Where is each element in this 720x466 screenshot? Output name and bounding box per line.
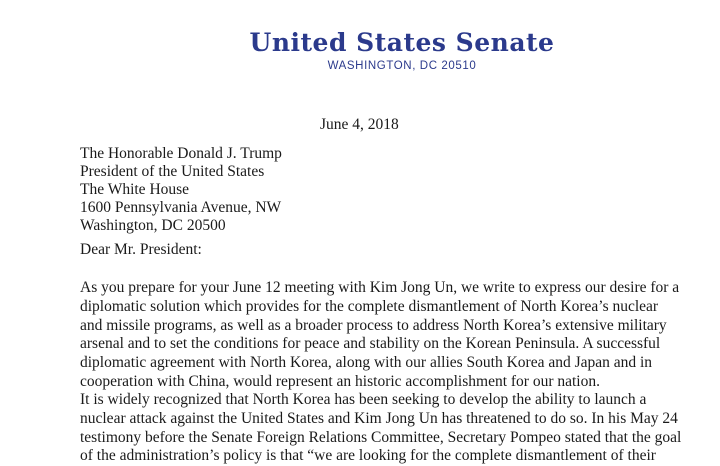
addressee-block (80, 145, 282, 235)
paragraph-line: diplomatic solution which provides for the complete dismantlement of North Korea’s nuclear (80, 297, 659, 315)
body-paragraph (80, 391, 680, 466)
addressee-line: President of the United States (80, 163, 265, 180)
paragraph-line: and missile programs, as well as a broader process to address North Korea’s extensive military (80, 316, 667, 334)
addressee-line: 1600 Pennsylvania Avenue, NW (80, 199, 282, 216)
paragraph-line: It is widely recognized that North Korea has been seeking to develop the ability to launch a (80, 391, 647, 408)
addressee-line: The White House (80, 181, 190, 198)
addressee-line: The Honorable Donald J. Trump (80, 145, 282, 162)
paragraph-line: nuclear attack against the United States and Kim Jong Un has threatened to do so. In his May 24 (80, 409, 678, 427)
paragraph-line: testimony before the Senate Foreign Relations Committee, Secretary Pompeo stated that the goal (80, 428, 682, 446)
paragraph-line: diplomatic agreement with North Korea, along with our allies South Korea and Japan and in (80, 354, 653, 372)
letterhead-title: United States Senate (249, 28, 555, 57)
paragraph-line: As you prepare for your June 12 meeting with Kim Jong Un, we write to express our desire for a (80, 279, 680, 296)
letter-date: June 4, 2018 (320, 116, 399, 133)
letterhead (0, 28, 720, 73)
addressee-line: Washington, DC 20500 (80, 217, 226, 234)
body-paragraph (80, 279, 680, 392)
paragraph-line: cooperation with China, would represent an historic accomplishment for our nation. (80, 372, 600, 390)
paragraph-line: of the administration’s policy is that “we are looking for the complete dismantlement of their (80, 447, 656, 465)
salutation: Dear Mr. President: (80, 241, 202, 258)
letterhead-address: WASHINGTON, DC 20510 (327, 60, 477, 72)
paragraph-line: arsenal and to set the conditions for peace and stability on the Korean Peninsula. A successful (80, 335, 661, 353)
